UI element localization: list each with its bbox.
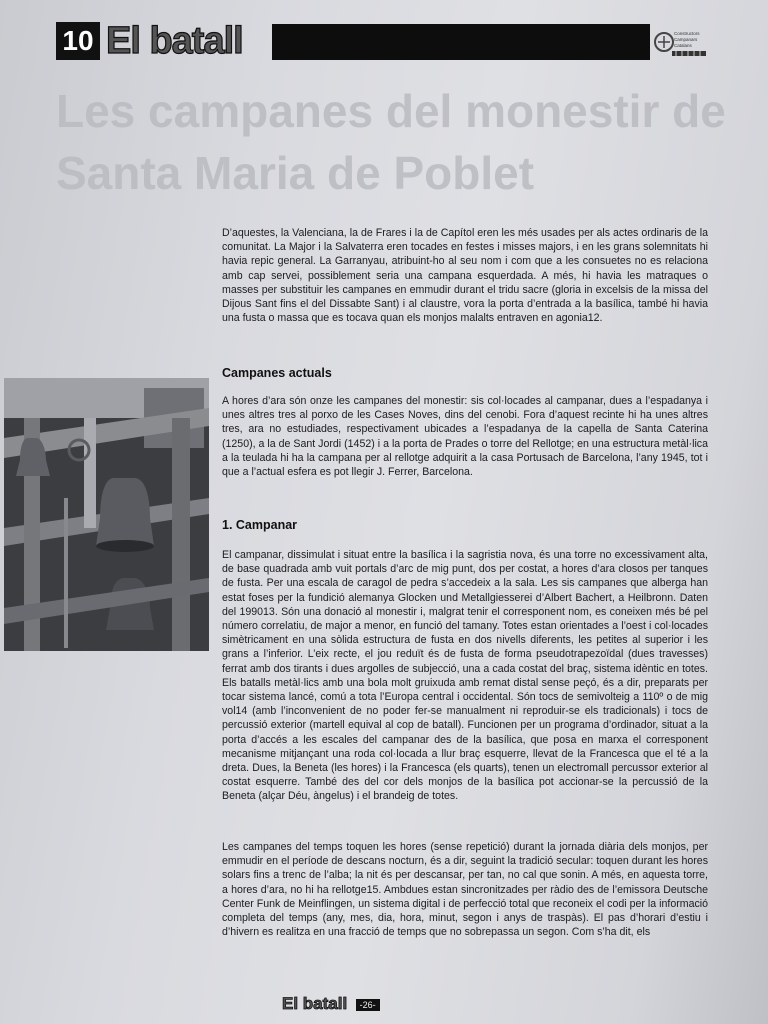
page-footer xyxy=(282,994,380,1014)
header-band xyxy=(272,24,650,60)
logo-line-2: Campanars xyxy=(674,37,698,42)
section2-paragraph-2 xyxy=(222,840,708,939)
section-heading-campanar: 1. Campanar xyxy=(222,518,298,532)
issue-number: 10 xyxy=(56,22,100,60)
section2-text-2: Les campanes del temps toquen les hores (sense repetició) durant la jornada diària dels monjos, per emmudir en el període de descans nocturn, és a dir, seguint la tradició secular: toquen durant les hores solars fins a trenc de l’alba; la nit és per descansar, per tan, no cal que sonin. A més, en aquesta torre, a hores d’ara, no hi ha rellotge15. Ambdues estan sincronitzades per ràdio des de l’emissora Deutsche Center Funk de Meinflingen, un sistema digital i de perfecció total que reconeix el codi per la informació completa del temps (any, mes, dia, hora, minut, segon i anys de traspàs). El pas d’horari d’estiu i d’hivern es realitza en una fracció de temps que no sobrepassa un segon. Com s’ha dit, els xyxy=(222,841,708,939)
intro-text: D’aquestes, la Valenciana, la de Frares i la de Capítol eren les més usades per als actes ordinaris de la comunitat. La Major i la Salvaterra eren tocades en festes i misses majors, i en les grans solemnitats hi havia repic general. La Garranyau, atribuint-ho al seu nom i com que a les consuetes no es relaciona amb cap servei, possiblement seria una campana esquerdada. A més, hi havia les matraques o masses per substituir les campanes en emmudir durant el tridu sacre (gloria in excelsis de la missa del Dijous Sant fins el del Dissabte Sant) i al claustre, vora la porta d’entrada a la basílica, també hi havia una fusta o massa que es tocava quan els monjos malalts entraven en agonia12. xyxy=(222,227,708,325)
logo-line-3: Catalans xyxy=(674,43,692,48)
section-heading-campanes-actuals: Campanes actuals xyxy=(222,366,332,380)
bells-photo xyxy=(4,378,209,651)
section1-paragraph xyxy=(222,394,708,479)
intro-paragraph xyxy=(222,226,708,325)
section2-paragraph-1 xyxy=(222,548,708,804)
magazine-title: El batall xyxy=(106,20,243,62)
footer-magazine-title: El batall xyxy=(282,994,348,1013)
page-header xyxy=(56,22,650,60)
article-title: Les campanes del monestir de Santa Maria de Poblet xyxy=(56,85,726,199)
section1-text: A hores d’ara són onze les campanes del monestir: sis col·locades al campanar, dues a l’espadanya i unes altres tres al porxo de les Cases Noves, dins del cenobi. Fora d’aquest recinte hi ha unes altres tres, ara no estudiades, respectivament ubicades a l’espadanya de la capella de Santa Caterina (1250), a la de Sant Jordi (1452) i a la porta de Prades o torre del Rellotge; en una estructura metàl·lica a la teulada hi ha la campana per al rellotge adquirit a la casa Portusach de Barcelona, l’any 1945, tot i que a l’actual esfera es pot llegir J. Ferrer, Barcelona. xyxy=(222,395,708,479)
logo-line-1: Constructors xyxy=(674,31,700,36)
publisher-logo xyxy=(654,26,710,62)
page-number: -26- xyxy=(356,999,380,1011)
section2-text-1: El campanar, dissimulat i situat entre la basílica i la sagristia nova, és una torre no excessivament alta, de base quadrada amb vuit portals d’arc de mig punt, dos per costat, a hores d’ara closos per tanques de fusta. Per una escala de caragol de pedra s’accedeix a la sala. Les sis campanes que alberga han estat foses per la fundició alemanya Glocken und Metallgiesserei d’Albert Bachert, a Heilbronn. Daten del 199013. Són una donació al monestir i, malgrat tenir el corresponent nom, es coneixen més bé pel número correlatiu, de major a menor, en funció del tamany. Totes estan orientades a l’oest i col·locades simètricament en una sòlida estructura de fusta en dos nivells diferents, les petites al superior i les grans a l’inferior. L’eix recte, el jou reduït és de fusta de forma pseudotrapezoïdal (dues travesses) ferrat amb dos tirants i dues argolles de subjecció, una a cada costat del braç, sistema idèntic en totes. Els batalls metàl·lics amb una bola molt gruixuda amb remat distal sense peçó, és a dir, preparats per tocar sistema lancé, comú a tota l’Europa central i occidental. Són tocs de semivolteig a 110º o de mig vol14 (amb l’inconvenient de no poder fer-se manualment ni reproduir-se els tradicionals) i tocs de percussió exterior (martell equival al cop de batall). Funcionen per un programa d’ordinador, situat a la porta d’accés a les escales del campanar des de la basílica, que posa en marxa el corresponent mecanisme mitjançant una roda col·locada a llur braç esquerre, llevat de la Francesca que el té a la dreta. Dues, la Beneta (les hores) i la Francesca (els quarts), tenen un electromall percussor exterior al costat esquerre. També des del cor dels monjos de la basílica pot accionar-se la percussió de la Beneta (alçar Déu, àngelus) i el brandeig de totes. xyxy=(222,549,708,803)
